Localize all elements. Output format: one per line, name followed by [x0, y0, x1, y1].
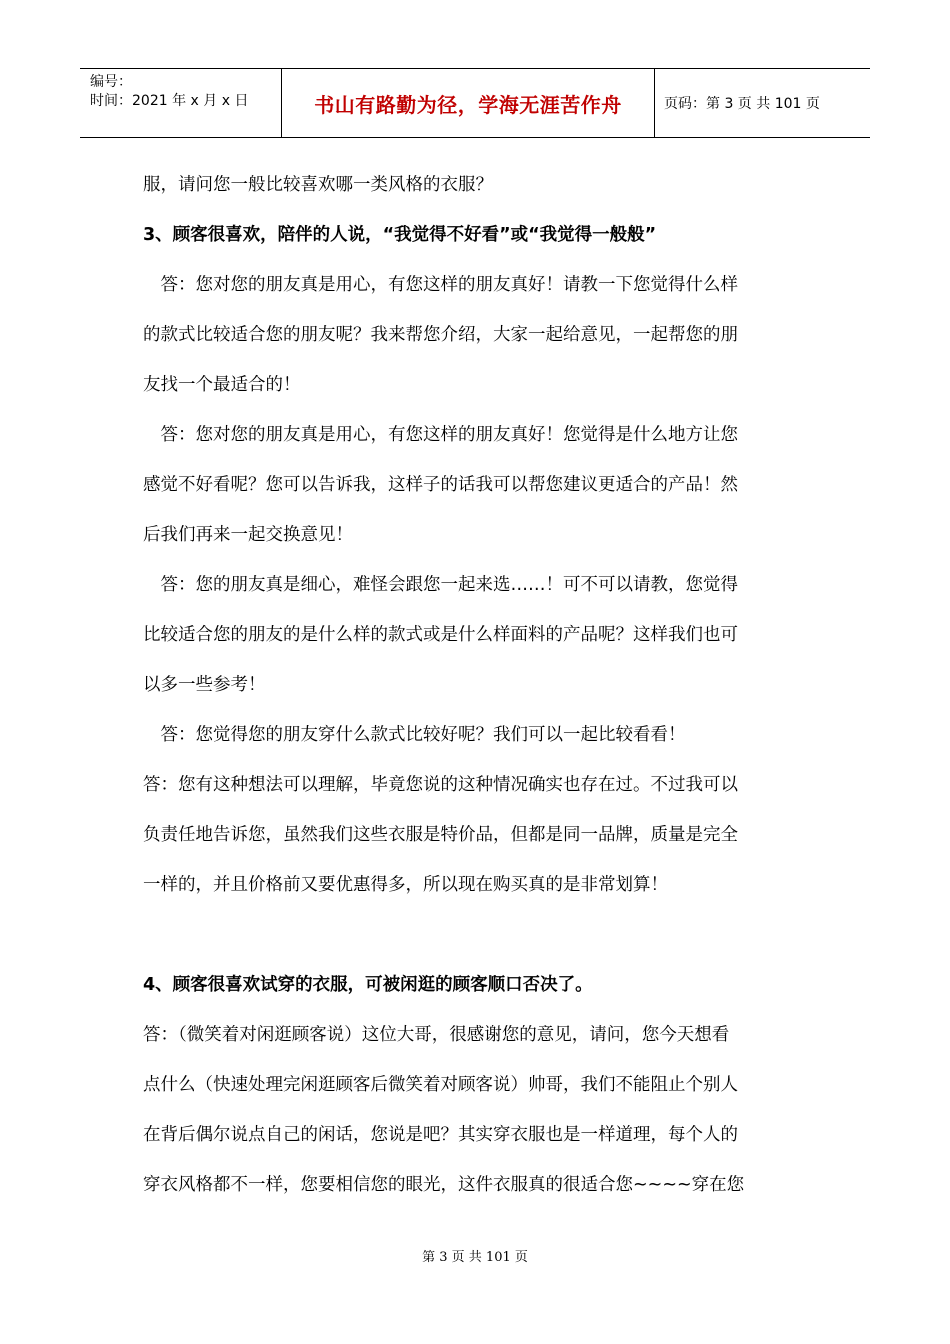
body-text-line: 答：您对您的朋友真是用心，有您这样的朋友真好！您觉得是什么地方让您 [143, 425, 738, 445]
body-text-line: 在背后偶尔说点自己的闲话，您说是吧？其实穿衣服也是一样道理，每个人的 [143, 1125, 738, 1145]
body-text-line: 感觉不好看呢？您可以告诉我，这样子的话我可以帮您建议更适合的产品！然 [143, 475, 738, 495]
body-text-line: 穿衣风格都不一样，您要相信您的眼光，这件衣服真的很适合您~~~~穿在您 [143, 1175, 745, 1195]
header-page-info: 页码：第 3 页 共 101 页 [664, 96, 820, 112]
body-text-line: 一样的，并且价格前又要优惠得多，所以现在购买真的是非常划算！ [143, 875, 668, 895]
body-text-line: 友找一个最适合的！ [143, 375, 301, 395]
body-text-line: 后我们再来一起交换意见！ [143, 525, 353, 545]
body-text-line: 答：您的朋友真是细心，难怪会跟您一起来选……！可不可以请教，您觉得 [143, 575, 738, 595]
body-text-line: 服，请问您一般比较喜欢哪一类风格的衣服？ [143, 175, 493, 195]
section-heading: 4、顾客很喜欢试穿的衣服，可被闲逛的顾客顺口否决了。 [143, 975, 593, 995]
body-text-line: 负责任地告诉您，虽然我们这些衣服是特价品，但都是同一品牌，质量是完全 [143, 825, 738, 845]
blank-line [143, 910, 813, 960]
header-motto: 书山有路勤为径，学海无涯苦作舟 [314, 92, 622, 117]
body-text-line: 答：您觉得您的朋友穿什么款式比较好呢？我们可以一起比较看看！ [143, 725, 686, 745]
document-body [143, 160, 813, 1210]
body-text-line: 以多一些参考！ [143, 675, 266, 695]
header-motto-cell [282, 69, 655, 137]
body-text-line: 答：（微笑着对闲逛顾客说）这位大哥，很感谢您的意见，请问，您今天想看 [143, 1025, 730, 1045]
page-footer: 第 3 页 共 101 页 [422, 1250, 528, 1265]
section-heading: 3、顾客很喜欢，陪伴的人说，“我觉得不好看”或“我觉得一般般” [143, 225, 657, 245]
body-text-line: 的款式比较适合您的朋友呢？我来帮您介绍，大家一起给意见，一起帮您的朋 [143, 325, 738, 345]
document-number-label: 编号： [90, 74, 132, 90]
header-page-cell [655, 69, 870, 137]
page-header [80, 68, 870, 138]
body-text-line: 点什么（快速处理完闲逛顾客后微笑着对顾客说）帅哥，我们不能阻止个别人 [143, 1075, 738, 1095]
header-meta-cell [80, 69, 282, 137]
body-text-line: 答：您对您的朋友真是用心，有您这样的朋友真好！请教一下您觉得什么样 [143, 275, 738, 295]
document-time-label: 时间：2021 年 x 月 x 日 [90, 93, 249, 109]
body-text-line: 答：您有这种想法可以理解，毕竟您说的这种情况确实也存在过。不过我可以 [143, 775, 738, 795]
body-text-line: 比较适合您的朋友的是什么样的款式或是什么样面料的产品呢？这样我们也可 [143, 625, 738, 645]
